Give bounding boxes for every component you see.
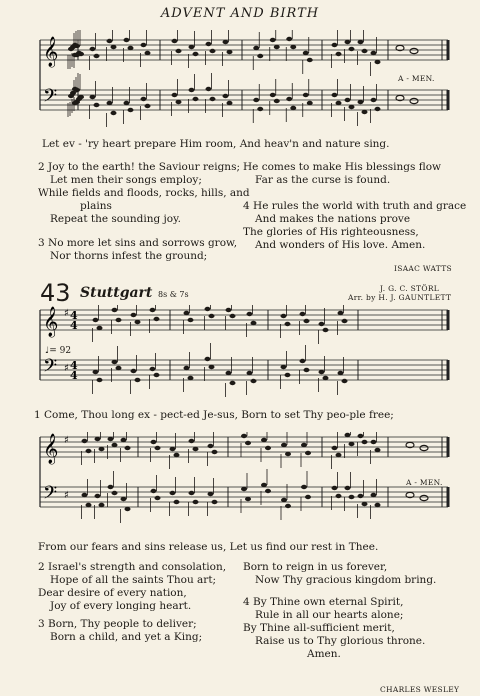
note-head [93, 370, 99, 374]
bass-clef-icon: 𝄢 [43, 356, 58, 381]
hymn2-amen-label: A - MEN. [406, 478, 443, 487]
note-head [285, 452, 291, 456]
note-head [193, 447, 199, 451]
hymn1-amen-label: A - MEN. [398, 74, 435, 83]
note-head [210, 97, 216, 101]
note-head [174, 453, 180, 457]
tune-name: Stuttgart [80, 285, 153, 301]
note-head [95, 494, 101, 498]
note-head [99, 447, 105, 451]
quarter-note-icon: ♩ [45, 346, 50, 356]
note-head [193, 500, 199, 504]
note-head [300, 312, 306, 316]
note-head [193, 52, 199, 56]
note-head [371, 493, 377, 497]
time-signature: 4 [70, 319, 78, 332]
time-signature: 4 [70, 309, 78, 322]
note-head [68, 94, 74, 98]
note-head [124, 38, 130, 42]
note-head [176, 100, 182, 104]
hymn1-author: ISAAC WATTS [394, 264, 452, 273]
note-head [358, 100, 364, 104]
note-head [270, 38, 276, 42]
note-head [230, 381, 236, 385]
tempo-marking: ♩= 92 [45, 346, 72, 356]
hymn-number: 43 [40, 279, 71, 307]
note-head [265, 489, 271, 493]
note-head [72, 53, 78, 57]
note-head [170, 447, 176, 451]
note-head [121, 497, 127, 501]
note-head [128, 46, 134, 50]
note-head [286, 97, 292, 101]
note-head [209, 314, 215, 318]
amen-whole-note [420, 445, 428, 450]
note-head [375, 503, 381, 507]
note-head [135, 378, 141, 382]
note-head [307, 58, 313, 62]
note-head [281, 498, 287, 502]
note-head [208, 444, 214, 448]
note-head [82, 439, 88, 443]
note-head [90, 47, 96, 51]
note-head [257, 54, 263, 58]
note-head [281, 365, 287, 369]
note-head [112, 308, 118, 312]
note-head [141, 97, 147, 101]
note-head [338, 371, 344, 375]
note-head [301, 485, 307, 489]
note-head [206, 87, 212, 91]
note-head [375, 107, 381, 111]
note-head [189, 88, 195, 92]
note-head [247, 371, 253, 375]
note-head [111, 45, 117, 49]
note-head [155, 446, 161, 450]
note-head [303, 51, 309, 55]
note-head [345, 433, 351, 437]
note-head [184, 366, 190, 370]
note-head [223, 40, 229, 44]
note-head [108, 485, 114, 489]
note-head [300, 359, 306, 363]
note-head [223, 94, 229, 98]
sharp-icon: ♯ [64, 435, 69, 446]
note-head [209, 365, 215, 369]
arranger: Arr. by H. J. GAUNTLETT [348, 293, 452, 302]
note-head [145, 104, 151, 108]
note-head [212, 450, 218, 454]
note-head [247, 312, 253, 316]
note-head [94, 54, 100, 58]
note-head [371, 440, 377, 444]
note-head [125, 446, 131, 450]
note-head [251, 321, 257, 325]
hymn1-lyric-line: Let ev - 'ry heart prepare Him room, And heav'n and nature sing. [42, 138, 390, 150]
note-head [112, 491, 118, 495]
note-head [345, 486, 351, 490]
note-head [230, 314, 236, 318]
note-head [170, 491, 176, 495]
note-head [305, 451, 311, 455]
note-head [107, 101, 113, 105]
bass-clef-icon: 𝄢 [43, 86, 58, 111]
note-head [112, 360, 118, 364]
note-head [86, 449, 92, 453]
note-head [261, 483, 267, 487]
note-head [362, 110, 368, 114]
note-head [362, 502, 368, 506]
note-head [151, 440, 157, 444]
hymn1-verse-3: 3 No more let sins and sorrows grow, Nor thorns infest the ground; [38, 237, 238, 262]
note-head [189, 491, 195, 495]
note-head [286, 37, 292, 41]
note-head [305, 495, 311, 499]
note-head [281, 443, 287, 447]
hymn2-verse-4: 4 By Thine own eternal Spirit, Rule in all our hearts alone; By Thine all-sufficient merit, Raise us to Thy glorious throne. Amen. [243, 596, 426, 660]
note-head [108, 437, 114, 441]
note-head [358, 434, 364, 438]
note-head [342, 379, 348, 383]
note-head [94, 103, 100, 107]
hymn1-verse-4: 4 He rules the world with truth and grace And makes the nations prove The glories of His righteousness, And wonders of His love. Amen. [243, 200, 467, 251]
note-head [205, 307, 211, 311]
time-signature: 4 [70, 359, 78, 372]
note-head [212, 500, 218, 504]
note-head [332, 446, 338, 450]
note-head [349, 47, 355, 51]
note-head [145, 51, 151, 55]
hymn2-lyric-line-1: 1 Come, Thou long ex - pect-ed Je-sus, Born to set Thy peo-ple free; [34, 409, 394, 421]
note-head [307, 101, 313, 105]
note-head [349, 442, 355, 446]
note-head [95, 437, 101, 441]
note-head [193, 97, 199, 101]
note-head [188, 318, 194, 322]
note-head [68, 47, 74, 51]
note-head [265, 446, 271, 450]
note-head [358, 494, 364, 498]
note-head [285, 322, 291, 326]
sharp-icon: ♯ [64, 490, 69, 501]
note-head [304, 368, 310, 372]
note-head [131, 313, 137, 317]
note-head [332, 486, 338, 490]
note-head [332, 93, 338, 97]
note-head [121, 438, 127, 442]
note-head [227, 101, 233, 105]
note-head [172, 93, 178, 97]
hymn2-lyric-line-2: From our fears and sins release us, Let us find our rest in Thee. [38, 541, 379, 553]
hymn1-verse-2: 2 Joy to the earth! the Saviour reigns; Let men their songs employ; While fields and floods, rocks, hills, and plains Repeat the sounding joy. [38, 161, 250, 225]
amen-whole-note [410, 98, 418, 103]
note-head [111, 111, 117, 115]
treble-clef-icon: 𝄞 [43, 37, 59, 67]
note-head [270, 93, 276, 97]
note-head [97, 378, 103, 382]
note-head [371, 51, 377, 55]
note-head [285, 373, 291, 377]
note-head [189, 45, 195, 49]
note-head [184, 311, 190, 315]
note-head [375, 60, 381, 64]
note-head [208, 492, 214, 496]
note-head [336, 494, 342, 498]
meter: 8s & 7s [158, 290, 189, 299]
sharp-icon: ♯ [64, 308, 69, 319]
note-head [116, 318, 122, 322]
amen-whole-note [420, 495, 428, 500]
note-head [155, 496, 161, 500]
note-head [72, 87, 78, 91]
note-head [253, 46, 259, 50]
note-head [135, 320, 141, 324]
note-head [154, 317, 160, 321]
note-head [150, 367, 156, 371]
note-head [281, 314, 287, 318]
note-head [319, 370, 325, 374]
note-head [253, 98, 259, 102]
note-head [116, 366, 122, 370]
note-head [371, 98, 377, 102]
note-head [99, 503, 105, 507]
note-head [301, 443, 307, 447]
note-head [257, 107, 263, 111]
note-head [245, 497, 251, 501]
hymn2-verse-2: 2 Israel's strength and consolation, Hope of all the saints Thou art; Dear desire of every nation, Joy of every longing heart. [38, 561, 227, 612]
note-head [241, 487, 247, 491]
note-head [205, 357, 211, 361]
note-head [349, 495, 355, 499]
note-head [332, 43, 338, 47]
note-head [342, 319, 348, 323]
note-head [245, 441, 251, 445]
note-head [176, 49, 182, 53]
note-head [274, 99, 280, 103]
note-head [336, 52, 342, 56]
note-head [97, 326, 103, 330]
note-head [150, 308, 156, 312]
note-head [227, 50, 233, 54]
note-head [124, 101, 130, 105]
note-head [241, 434, 247, 438]
hymn2-score-1 [0, 305, 480, 405]
note-head [141, 43, 147, 47]
note-head [188, 376, 194, 380]
note-head [323, 328, 329, 332]
note-head [261, 438, 267, 442]
note-head [172, 39, 178, 43]
note-head [362, 49, 368, 53]
composer: J. G. C. STÖRL [380, 284, 440, 293]
note-head [206, 42, 212, 46]
bass-clef-icon: 𝄢 [43, 483, 58, 508]
note-head [319, 322, 325, 326]
hymn2-author: CHARLES WESLEY [380, 685, 460, 694]
note-head [303, 93, 309, 97]
note-head [82, 493, 88, 497]
note-head [90, 95, 96, 99]
note-head [151, 489, 157, 493]
note-head [345, 40, 351, 44]
note-head [358, 40, 364, 44]
note-head [131, 369, 137, 373]
note-head [336, 101, 342, 105]
note-head [362, 440, 368, 444]
sharp-icon: ♯ [64, 363, 69, 374]
note-head [345, 98, 351, 102]
amen-whole-note [410, 48, 418, 53]
note-head [285, 504, 291, 508]
note-head [72, 101, 78, 105]
note-head [304, 319, 310, 323]
note-head [125, 507, 131, 511]
treble-clef-icon: 𝄞 [43, 307, 59, 337]
note-head [290, 45, 296, 49]
note-head [274, 45, 280, 49]
note-head [226, 308, 232, 312]
note-head [107, 39, 113, 43]
note-head [323, 376, 329, 380]
treble-clef-icon: 𝄞 [43, 434, 59, 464]
note-head [251, 379, 257, 383]
note-head [210, 49, 216, 53]
page-header: ADVENT AND BIRTH [160, 6, 320, 21]
note-head [112, 443, 118, 447]
time-signature: 4 [70, 369, 78, 382]
note-head [189, 439, 195, 443]
note-head [93, 318, 99, 322]
note-head [336, 453, 342, 457]
hymn1-verse-3-cont: He comes to make His blessings flow Far as the curse is found. [243, 161, 442, 186]
note-head [226, 371, 232, 375]
note-head [86, 503, 92, 507]
note-head [349, 105, 355, 109]
note-head [290, 106, 296, 110]
note-head [174, 500, 180, 504]
note-head [128, 108, 134, 112]
note-head [338, 311, 344, 315]
hymn2-verse-3: 3 Born, Thy people to deliver; Born a child, and yet a King; [38, 618, 203, 643]
hymn2-verse-3-cont: Born to reign in us forever, Now Thy gracious kingdom bring. [243, 561, 437, 586]
note-head [375, 448, 381, 452]
note-head [154, 373, 160, 377]
